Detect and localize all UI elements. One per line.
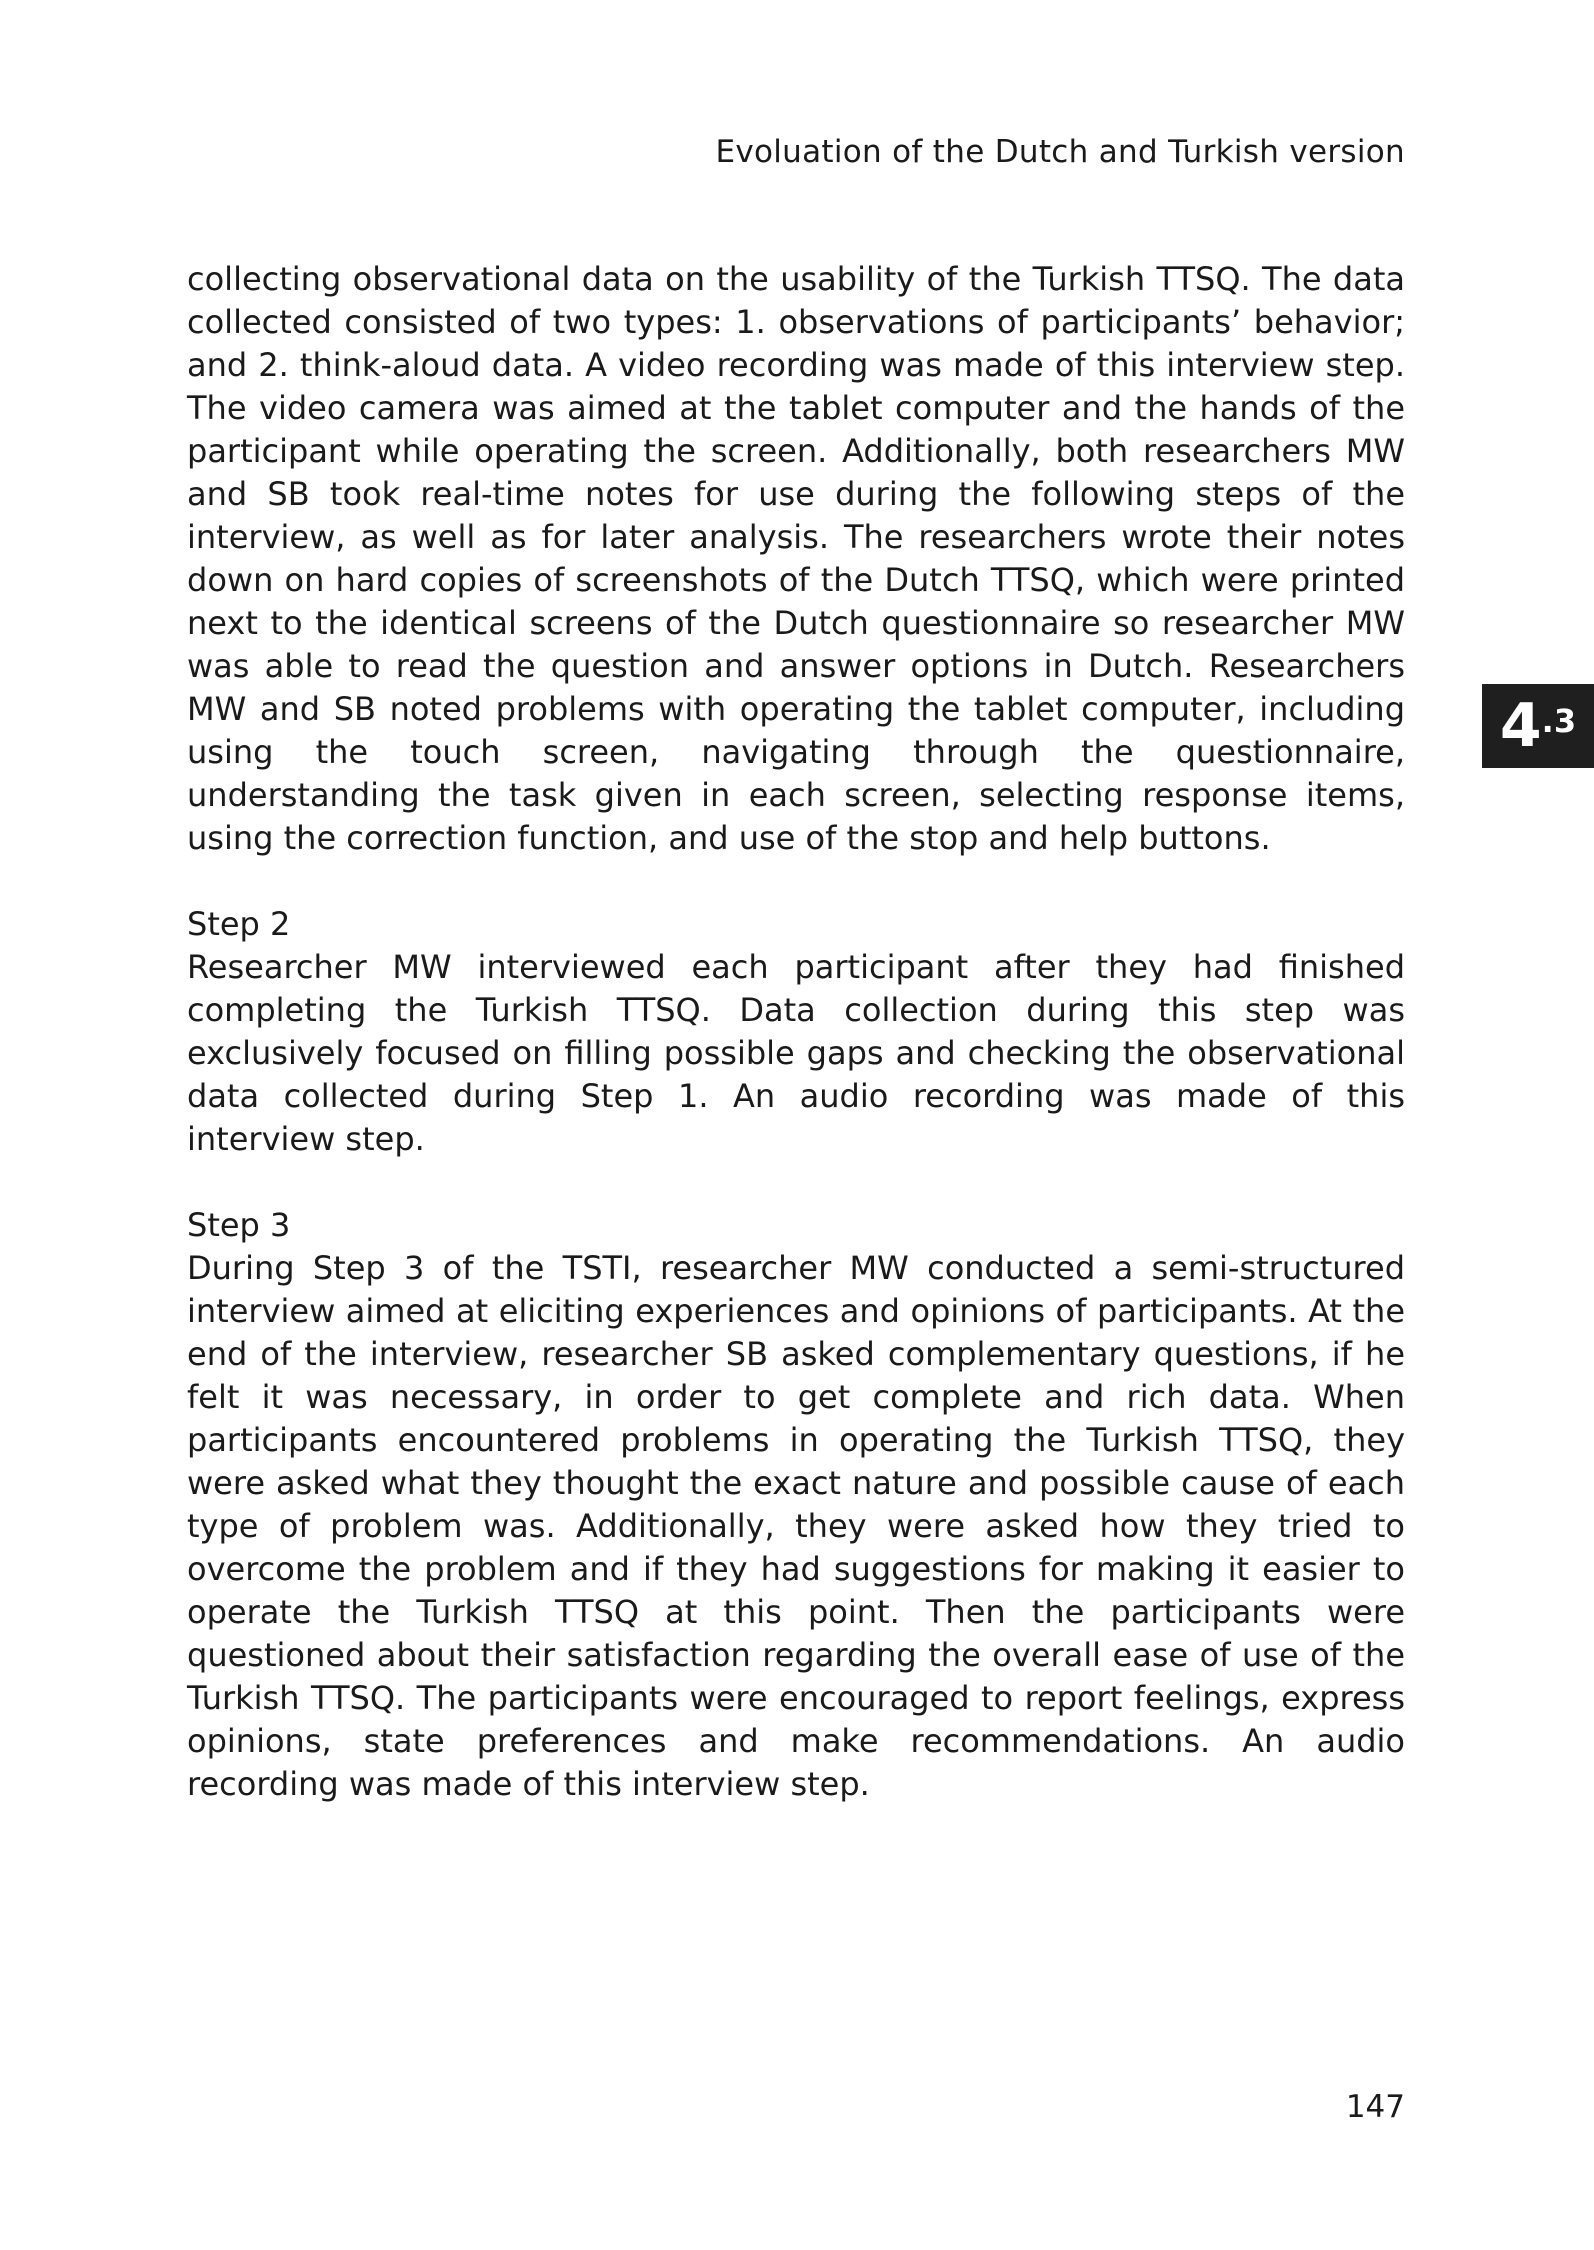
chapter-tab xyxy=(1482,684,1594,768)
step2-heading: Step 2 xyxy=(187,905,291,943)
running-header: Evoluation of the Dutch and Turkish version xyxy=(715,134,1405,170)
intro-paragraph: collecting observational data on the usability of the Turkish TTSQ. The data collected consisted of two types: 1. observations of participants’ behavior; and 2. think-aloud data. A video recording was made of this interview step. The video camera was aimed at the tablet computer and the hands of the participant while operating the screen. Additionally, both researchers MW and SB took real-time notes for use during the following steps of the interview, as well as for later analysis. The researchers wrote their notes down on hard copies of screenshots of the Dutch TTSQ, which were printed next to the identical screens of the Dutch questionnaire so researcher MW was able to read the question and answer options in Dutch. Researchers MW and SB noted problems with operating the tablet computer, including using the touch screen, navigating through the questionnaire, understanding the task given in each screen, selecting response items, using the correction function, and use of the stop and help buttons. xyxy=(187,260,1405,857)
step3-paragraph: During Step 3 of the TSTI, researcher MW conducted a semi-structured interview aimed at eliciting experiences and opinions of participants. At the end of the interview, researcher SB asked complementary questions, if he felt it was necessary, in order to get complete and rich data. When participants encountered problems in operating the Turkish TTSQ, they were asked what they thought the exact nature and possible cause of each type of problem was. Additionally, they were asked how they tried to overcome the problem and if they had suggestions for making it easier to operate the Turkish TTSQ at this point. Then the participants were questioned about their satisfaction regarding the overall ease of use of the Turkish TTSQ. The participants were encouraged to report feelings, express opinions, state preferences and make recommendations. An audio recording was made of this interview step. xyxy=(187,1249,1405,1803)
paragraph-gap xyxy=(187,1161,1405,1204)
page-number: 147 xyxy=(1345,2089,1405,2125)
chapter-section-superscript: .3 xyxy=(1541,702,1577,740)
step3-heading: Step 3 xyxy=(187,1206,291,1244)
paragraph-gap xyxy=(187,860,1405,903)
step2-paragraph: Researcher MW interviewed each participant after they had finished completing the Turkish TTSQ. Data collection during this step was exclusively focused on filling possible gaps and checking the observational data collected during Step 1. An audio recording was made of this interview step. xyxy=(187,948,1405,1158)
body-text xyxy=(187,258,1405,1806)
chapter-number: 4 xyxy=(1499,691,1542,761)
